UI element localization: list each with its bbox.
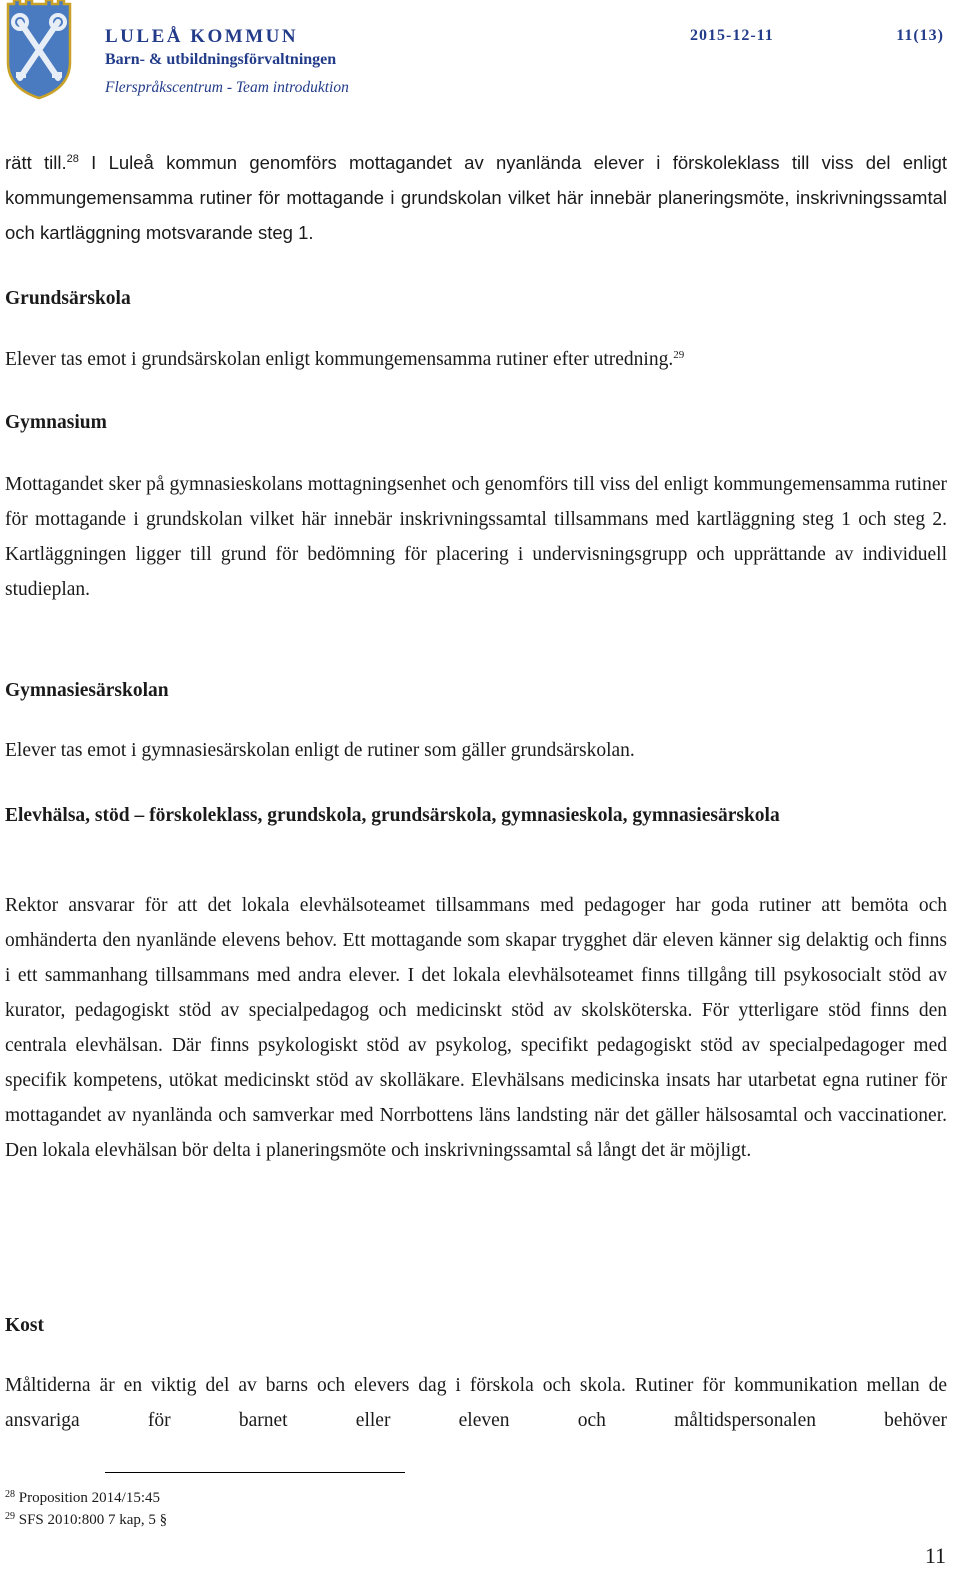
paragraph-kost: Måltiderna är en viktig del av barns och elevers dag i förskola och skola. Rutiner för kommunikation mellan de ansvariga för barnet eller eleven och måltidspersonalen behöver <box>5 1375 947 1431</box>
paragraph-forskoleklass: rätt till.$^{28}$ I Luleå kommun genomförs mottagandet av nyanlända elever i förskoleklass till viss del enligt kommungemensamma rutiner för mottagande i grundskolan vilket här innebär planeringsmöte, inskrivningssamtal och kartläggning motsvarande steg 1. <box>5 152 947 243</box>
paragraph-gymnasium: Mottagandet sker på gymnasieskolans mottagningsenhet och genomförs till viss del enligt kommungemensamma rutiner för mottagande i grundskolan vilket här innebär inskrivningssamtal tillsammans med kartläggning steg 1 och steg 2. Kartläggningen ligger till grund för bedömning för placering i undervisningsgrupp och upprättande av individuell studieplan. <box>5 474 947 600</box>
footnote-28: $^{28}$ Proposition 2014/15:45 <box>5 1489 161 1506</box>
footnote-ref-28: 28 <box>66 153 79 165</box>
paragraph-elevhalsa: Rektor ansvarar för att det lokala elevhälsoteamet tillsammans med pedagoger har goda rutiner att bemöta och omhänderta den nyanlände elevens behov. Ett mottagande som skapar trygghet där eleven känner sig delaktig och finns i ett sammanhang tillsammans med andra elever. I det lokala elevhälsoteamet finns tillgång till psykosocialt stöd av kurator, pedagogiskt stöd av specialpedagog och medicinskt stöd av skolsköterska. För ytterligare stöd finns den centrala elevhälsan. Där finns psykologiskt stöd av psykolog, specifikt pedagogiskt stöd av specialpedagoger med specifik kompetens, utökat medicinskt stöd av skolläkare. Elevhälsans medicinska insats har utarbetat egna rutiner för mottagandet av nyanlända och samverkar med Norrbottens läns landsting när det gäller hälsosamtal och vaccinationer. Den lokala elevhälsan bör delta i planeringsmöte och inskrivningssamtal så långt det är möjligt. <box>5 895 947 1161</box>
paragraph-gymnasiesarskolan: Elever tas emot i gymnasiesärskolan enligt de rutiner som gäller grundsärskolan. <box>5 740 635 761</box>
paragraph-grundsarskola: Elever tas emot i grundsärskolan enligt kommungemensamma rutiner efter utredning.$^{29}$ <box>5 349 685 370</box>
page-count: 11(13) <box>896 27 944 44</box>
footnote-ref-29: 29 <box>673 349 685 361</box>
document-date: 2015-12-11 <box>690 27 774 44</box>
team-name: Flerspråkscentrum - Team introduktion <box>105 79 349 96</box>
heading-grundsarskola: Grundsärskola <box>5 288 131 309</box>
footnote-29: $^{29}$ SFS 2010:800 7 kap, 5 § <box>5 1511 168 1528</box>
page-header <box>0 0 960 110</box>
coat-of-arms-icon <box>4 0 74 100</box>
organization-name: LULEÅ KOMMUN <box>105 26 299 47</box>
heading-gymnasium: Gymnasium <box>5 412 107 433</box>
heading-elevhalsa: Elevhälsa, stöd – förskoleklass, grundskola, grundsärskola, gymnasieskola, gymnasiesärskola <box>5 805 780 826</box>
heading-gymnasiesarskolan: Gymnasiesärskolan <box>5 680 169 701</box>
footnote-divider <box>105 1472 405 1473</box>
heading-kost: Kost <box>5 1315 44 1336</box>
department-name: Barn- & utbildningsförvaltningen <box>105 51 337 68</box>
page-number: 11 <box>924 1543 946 1568</box>
